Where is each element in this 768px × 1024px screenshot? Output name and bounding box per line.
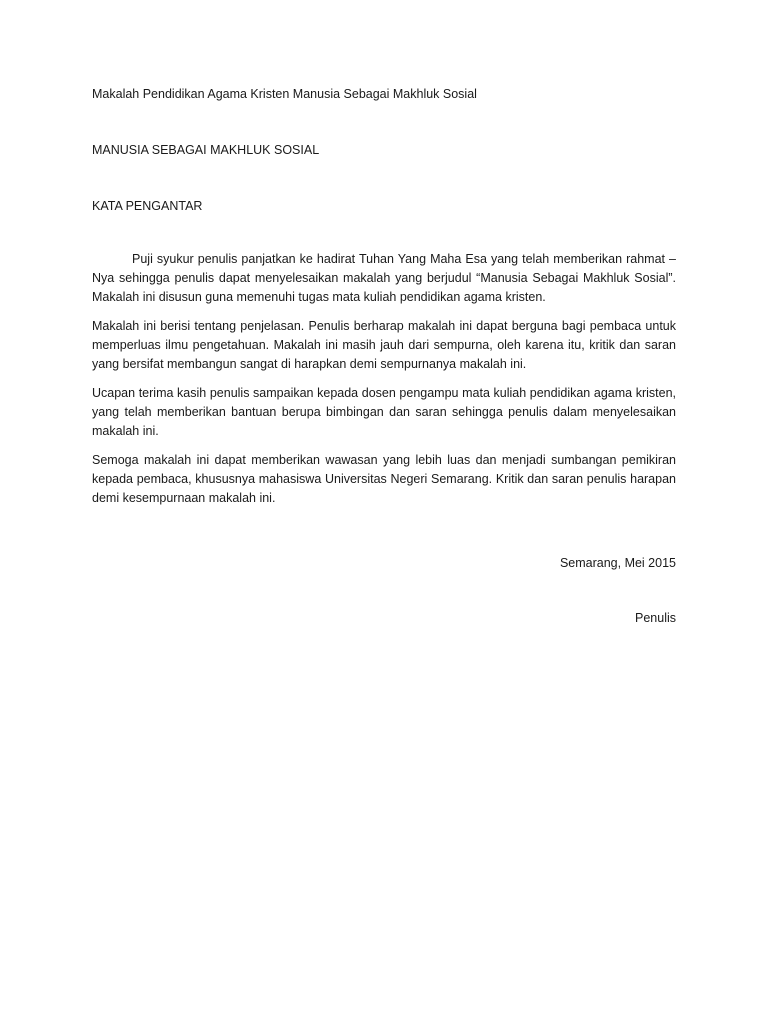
author-signoff: Penulis bbox=[635, 611, 676, 625]
document-title: Makalah Pendidikan Agama Kristen Manusia Sebagai Makhluk Sosial bbox=[92, 87, 477, 101]
section-heading: KATA PENGANTAR bbox=[92, 199, 203, 213]
paragraph: Ucapan terima kasih penulis sampaikan kepada dosen pengampu mata kuliah pendidikan agama kristen, yang telah memberikan bantuan berupa bimbingan dan saran sehingga penulis dalam menyelesaikan makalah ini. bbox=[92, 386, 676, 438]
main-heading: MANUSIA SEBAGAI MAKHLUK SOSIAL bbox=[92, 143, 320, 157]
paragraph: Semoga makalah ini dapat memberikan wawasan yang lebih luas dan menjadi sumbangan pemikiran kepada pembaca, khususnya mahasiswa Universitas Negeri Semarang. Kritik dan saran penulis harapan demi kesempurnaan makalah ini. bbox=[92, 453, 676, 505]
paragraph: Makalah ini berisi tentang penjelasan. Penulis berharap makalah ini dapat berguna bagi pembaca untuk memperluas ilmu pengetahuan. Makalah ini masih jauh dari sempurna, oleh karena itu, kritik dan saran yang bersifat membangun sangat di harapkan demi sempurnanya makalah ini. bbox=[92, 319, 676, 371]
place-date: Semarang, Mei 2015 bbox=[559, 556, 676, 570]
document-body bbox=[92, 84, 676, 518]
paragraph: Puji syukur penulis panjatkan ke hadirat Tuhan Yang Maha Esa yang telah memberikan rahmat – Nya sehingga penulis dapat menyelesaikan makalah yang berjudul “Manusia Sebagai Makhluk Sosial”. Makalah ini disusun guna memenuhi tugas mata kuliah pendidikan agama kristen. bbox=[92, 252, 676, 304]
paragraph-list bbox=[92, 250, 676, 508]
